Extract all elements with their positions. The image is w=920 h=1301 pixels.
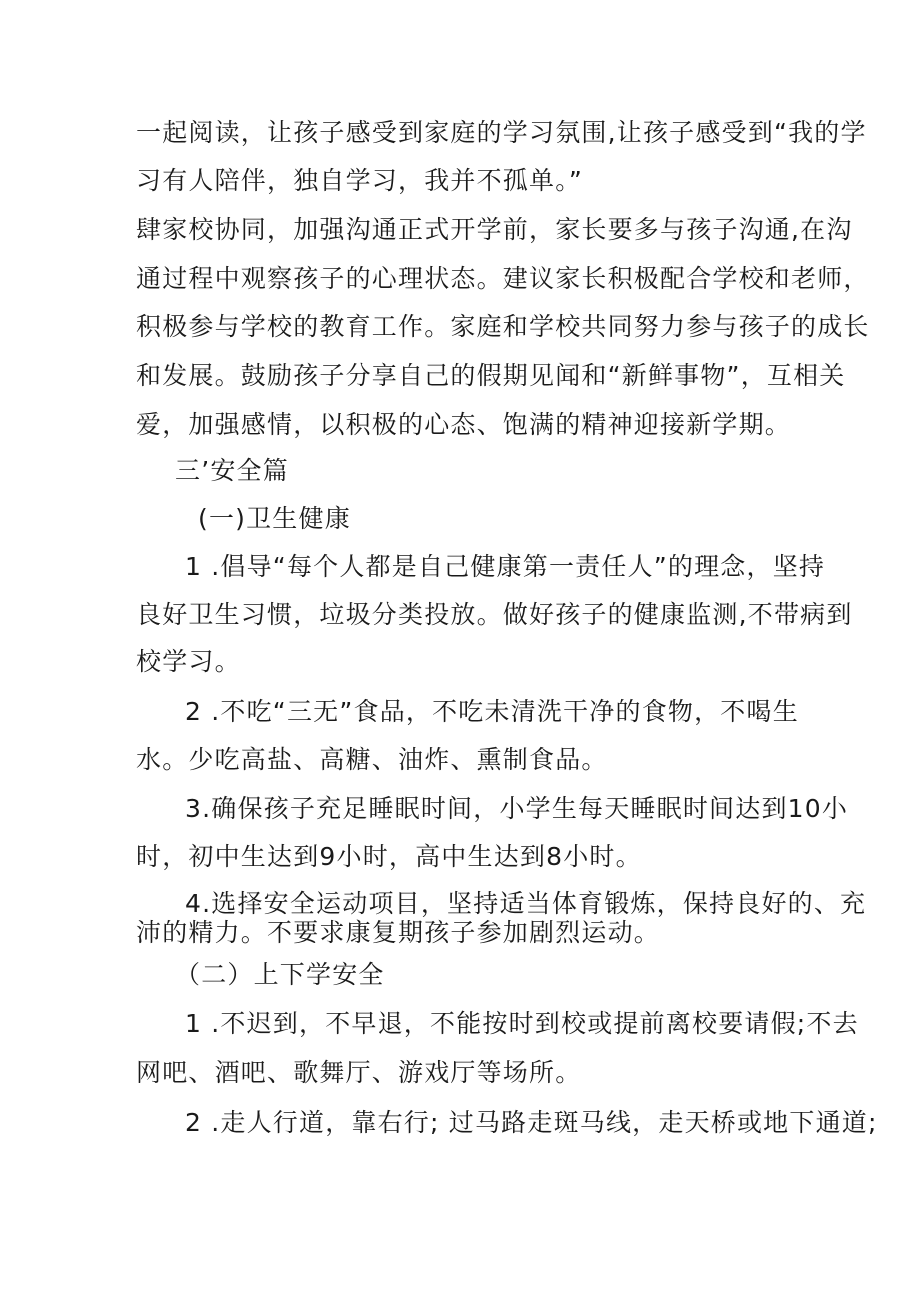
text-line: 校学习。 — [136, 647, 241, 676]
list-item: 4.选择安全运动项目，坚持适当体育锻炼，保持良好的、充 — [185, 889, 867, 918]
text-line: 时，初中生达到9小时，高中生达到8小时。 — [136, 842, 642, 871]
list-item: 2 .不吃“三无”食品，不吃未清洗干净的食物，不喝生 — [185, 697, 799, 726]
list-item: 3.确保孩子充足睡眠时间，小学生每天睡眠时间达到10小 — [185, 794, 849, 823]
text-line: 一起阅读，让孩子感受到家庭的学习氛围,让孩子感受到“我的学 — [136, 118, 867, 147]
text-line: 和发展。鼓励孩子分享自己的假期见闻和“新鲜事物”，互相关 — [136, 361, 846, 390]
text-line: 良好卫生习惯，垃圾分类投放。做好孩子的健康监测,不带病到 — [136, 600, 853, 629]
subsection-heading: （二）上下学安全 — [175, 960, 385, 989]
text-line: 爱，加强感情，以积极的心态、饱满的精神迎接新学期。 — [136, 410, 792, 439]
list-item: 1 .不迟到，不早退，不能按时到校或提前离校要请假;不去 — [185, 1009, 859, 1038]
text-line: 通过程中观察孩子的心理状态。建议家长积极配合学校和老师， — [136, 264, 870, 293]
list-item: 1 .倡导“每个人都是自己健康第一责任人”的理念，坚持 — [185, 552, 826, 581]
subsection-heading: (一)卫生健康 — [198, 504, 351, 533]
text-line: 积极参与学校的教育工作。家庭和学校共同努力参与孩子的成长 — [136, 312, 870, 341]
text-line: 水。少吃高盐、高糖、油炸、熏制食品。 — [136, 745, 608, 774]
list-item: 2 .走人行道，靠右行; 过马路走斑马线，走天桥或地下通道; — [185, 1108, 878, 1137]
text-line: 习有人陪伴，独自学习，我并不孤单。” — [136, 166, 584, 195]
text-line: 沛的精力。不要求康复期孩子参加剧烈运动。 — [136, 918, 661, 947]
text-line: 肆家校协同，加强沟通正式开学前，家长要多与孩子沟通,在沟 — [136, 215, 853, 244]
section-heading: 三’安全篇 — [175, 456, 289, 485]
text-line: 网吧、酒吧、歌舞厅、游戏厅等场所。 — [136, 1058, 582, 1087]
